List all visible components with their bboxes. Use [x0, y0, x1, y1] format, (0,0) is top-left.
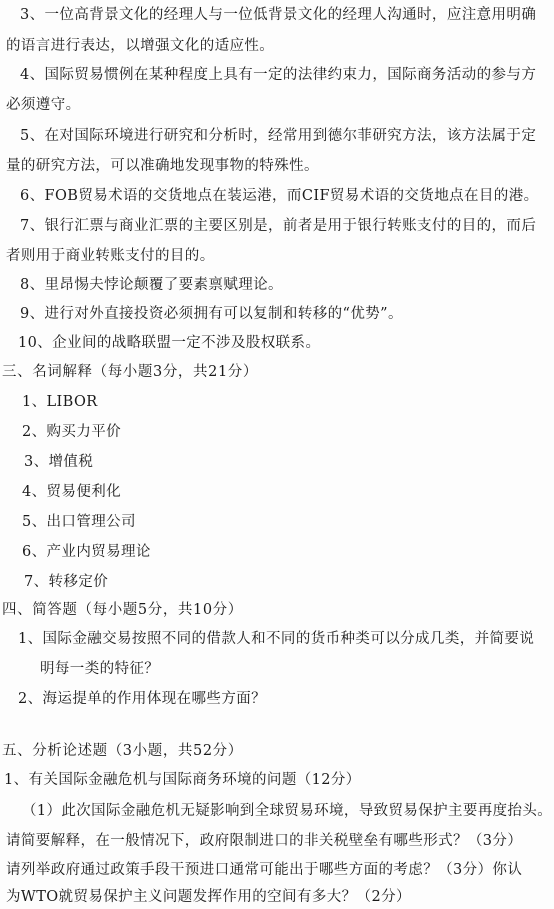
essay-q1-part-4: 为WTO就贸易保护主义问题发挥作用的空间有多大？（2分）: [6, 889, 411, 905]
tf-item-3-line-2: 的语言进行表达，以增强文化的适应性。: [6, 38, 275, 54]
term-2: 2、购买力平价: [22, 424, 122, 440]
tf-item-5-line-2: 量的研究方法，可以准确地发现事物的特殊性。: [6, 158, 319, 174]
essay-q1-part-3: 请列举政府通过政策手段干预进口通常可能出于哪些方面的考虑？（3分）你认: [6, 862, 523, 878]
section-4-title: 四、简答题（每小题5分，共10分）: [2, 602, 243, 618]
tf-item-4-line-1: 4、国际贸易惯例在某种程度上具有一定的法律约束力，国际商务活动的参与方: [20, 67, 537, 83]
tf-item-6: 6、FOB贸易术语的交货地点在装运港，而CIF贸易术语的交货地点在目的港。: [20, 188, 539, 204]
tf-item-7-line-1: 7、银行汇票与商业汇票的主要区别是，前者是用于银行转账支付的目的，而后: [20, 218, 537, 234]
essay-q1-part-2: 请简要解释，在一般情况下，政府限制进口的非关税壁垒有哪些形式？（3分）: [6, 833, 523, 849]
short-q1-line-1: 1、国际金融交易按照不同的借款人和不同的货币种类可以分成几类，并简要说: [18, 631, 535, 647]
term-7: 7、转移定价: [24, 574, 109, 590]
section-3-title: 三、名词解释（每小题3分，共21分）: [2, 364, 258, 380]
tf-item-8: 8、里昂惕夫悖论颠覆了要素禀赋理论。: [20, 277, 283, 293]
tf-item-4-line-2: 必须遵守。: [6, 97, 81, 113]
tf-item-3-line-1: 3、一位高背景文化的经理人与一位低背景文化的经理人沟通时，应注意用明确: [20, 7, 537, 23]
tf-item-9: 9、进行对外直接投资必须拥有可以复制和转移的“优势”。: [20, 306, 403, 322]
term-4: 4、贸易便利化: [22, 484, 122, 500]
section-5-title: 五、分析论述题（3小题，共52分）: [2, 743, 243, 759]
term-3: 3、增值税: [24, 454, 94, 470]
essay-q1: 1、有关国际金融危机与国际商务环境的问题（12分）: [4, 772, 361, 788]
term-1: 1、LIBOR: [22, 394, 98, 410]
term-5: 5、出口管理公司: [22, 514, 136, 530]
essay-q1-part-1: （1）此次国际金融危机无疑影响到全球贸易环境，导致贸易保护主要再度抬头。: [22, 803, 553, 819]
tf-item-7-line-2: 者则用于商业转账支付的目的。: [6, 248, 215, 264]
short-q1-line-2: 明每一类的特征？: [40, 661, 160, 677]
short-q2: 2、海运提单的作用体现在哪些方面？: [18, 691, 267, 707]
term-6: 6、产业内贸易理论: [22, 544, 151, 560]
tf-item-10: 10、企业间的战略联盟一定不涉及股权联系。: [18, 335, 321, 351]
tf-item-5-line-1: 5、在对国际环境进行研究和分析时，经常用到德尔菲研究方法，该方法属于定: [20, 128, 537, 144]
